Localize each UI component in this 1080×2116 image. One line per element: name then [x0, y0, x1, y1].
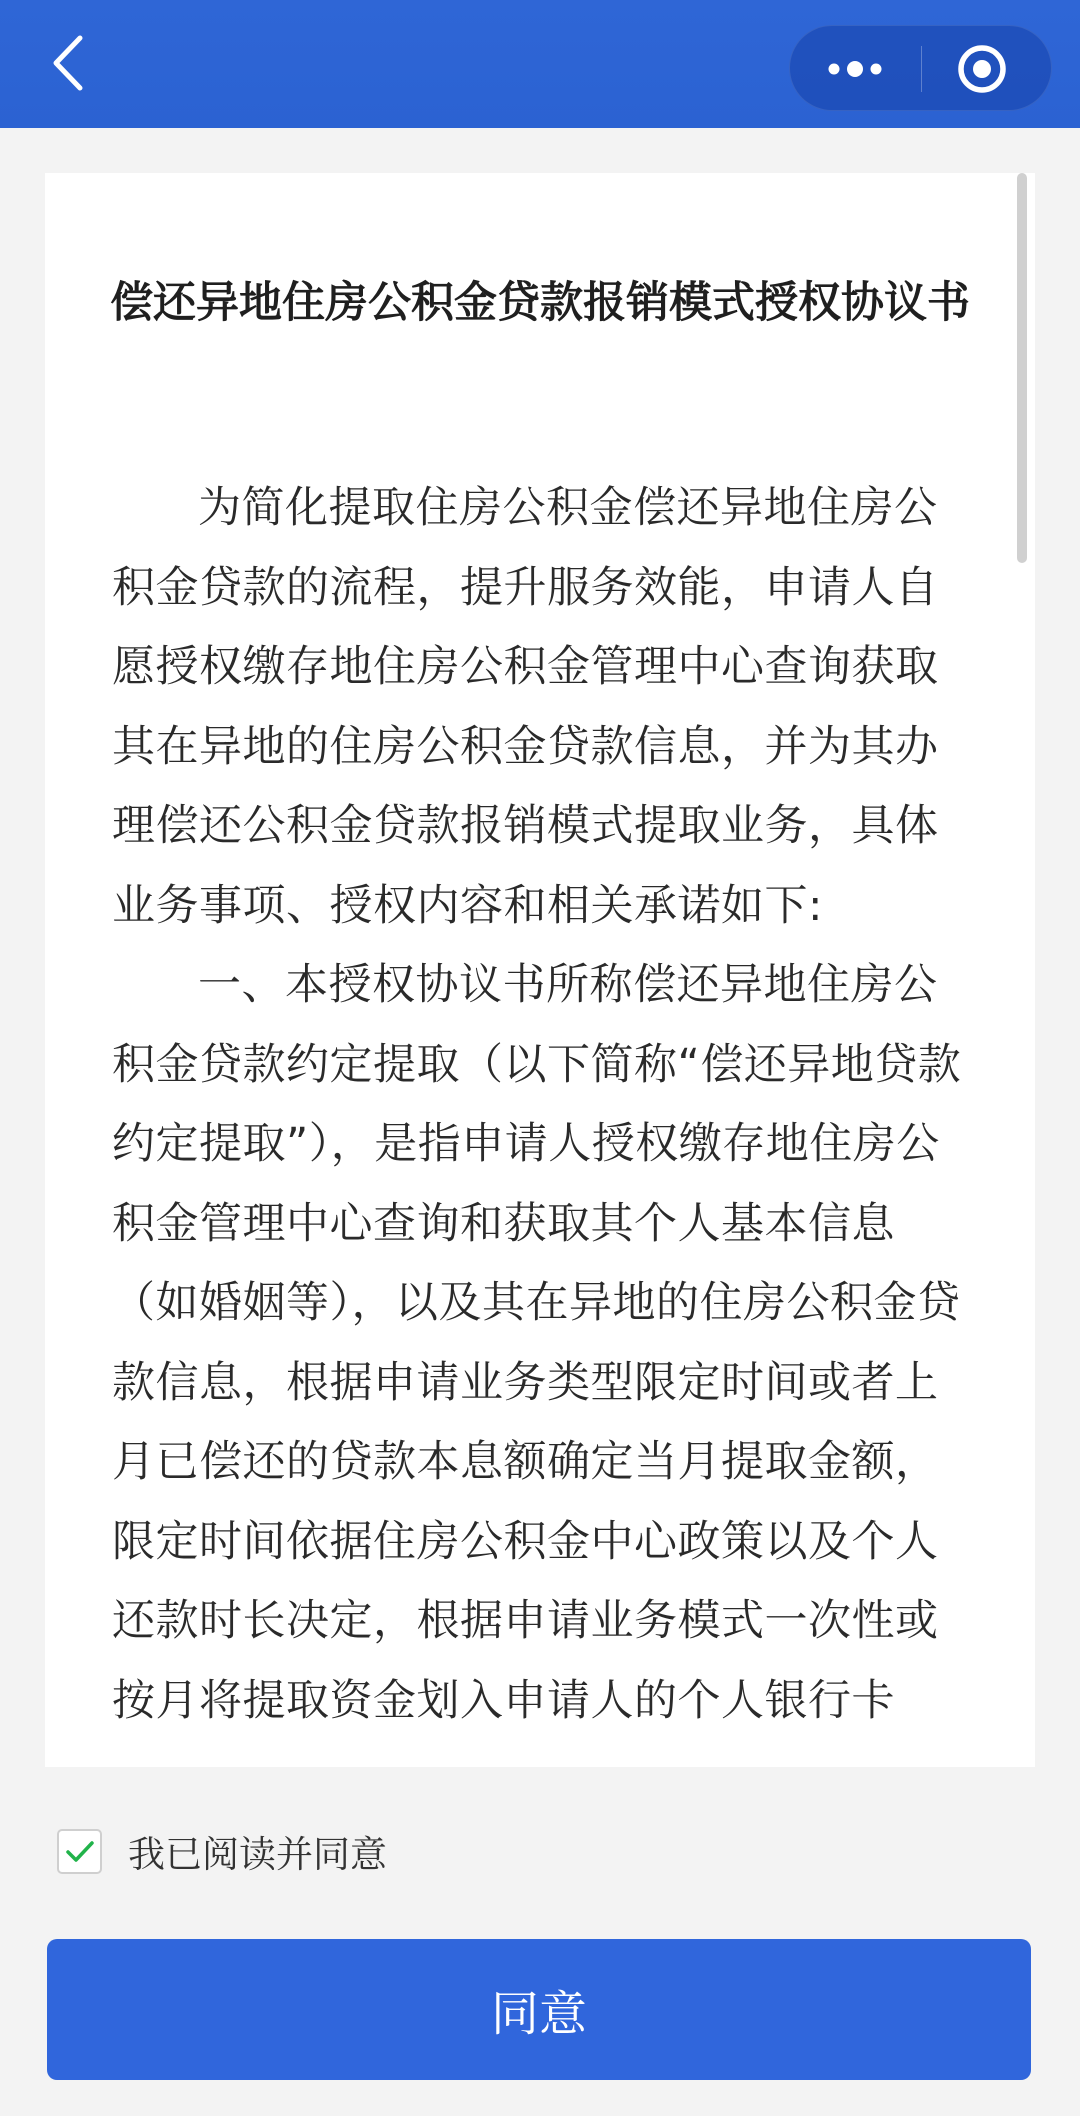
target-circle-icon [922, 26, 1053, 112]
agreement-row[interactable] [57, 1827, 387, 1875]
check-icon [65, 1839, 95, 1865]
close-button[interactable] [922, 26, 1053, 112]
more-dots-icon [790, 26, 921, 112]
document-paragraph-clause-1: 一、本授权协议书所称偿还异地住房公积金贷款约定提取（以下简称“偿还异地贷款约定提取”），是指申请人授权缴存地住房公积金管理中心查询和获取其个人基本信息（如婚姻等），以及其在异地的住房公积金贷款信息，根据申请业务类型限定时间或者上月已偿还的贷款本息额确定当月提取金额，限定时间依据住房公积金中心政策以及个人还款时长决定，根据申请业务模式一次性或按月将提取资金划入申请人的个人银行卡 [112, 960, 962, 1726]
document-title: 偿还异地住房公积金贷款报销模式授权协议书 [110, 278, 970, 328]
mini-program-capsule [789, 25, 1052, 111]
document-body [112, 469, 972, 1741]
agree-button[interactable]: 同意 [47, 1939, 1031, 2080]
agree-checkbox-label: 我已阅读并同意 [128, 1833, 387, 1876]
more-button[interactable] [790, 26, 921, 112]
chevron-left-icon [40, 28, 110, 98]
title-bar [0, 0, 1080, 128]
back-button[interactable] [40, 28, 110, 98]
agree-checkbox[interactable] [57, 1829, 102, 1874]
document-paragraph-intro: 为简化提取住房公积金偿还异地住房公积金贷款的流程，提升服务效能，申请人自愿授权缴存地住房公积金管理中心查询获取其在异地的住房公积金贷款信息，并为其办理偿还公积金贷款报销模式提取业务，具体业务事项、授权内容和相关承诺如下: [112, 483, 939, 931]
agreement-document[interactable] [45, 173, 1035, 1767]
document-scrollbar[interactable] [1017, 173, 1027, 563]
